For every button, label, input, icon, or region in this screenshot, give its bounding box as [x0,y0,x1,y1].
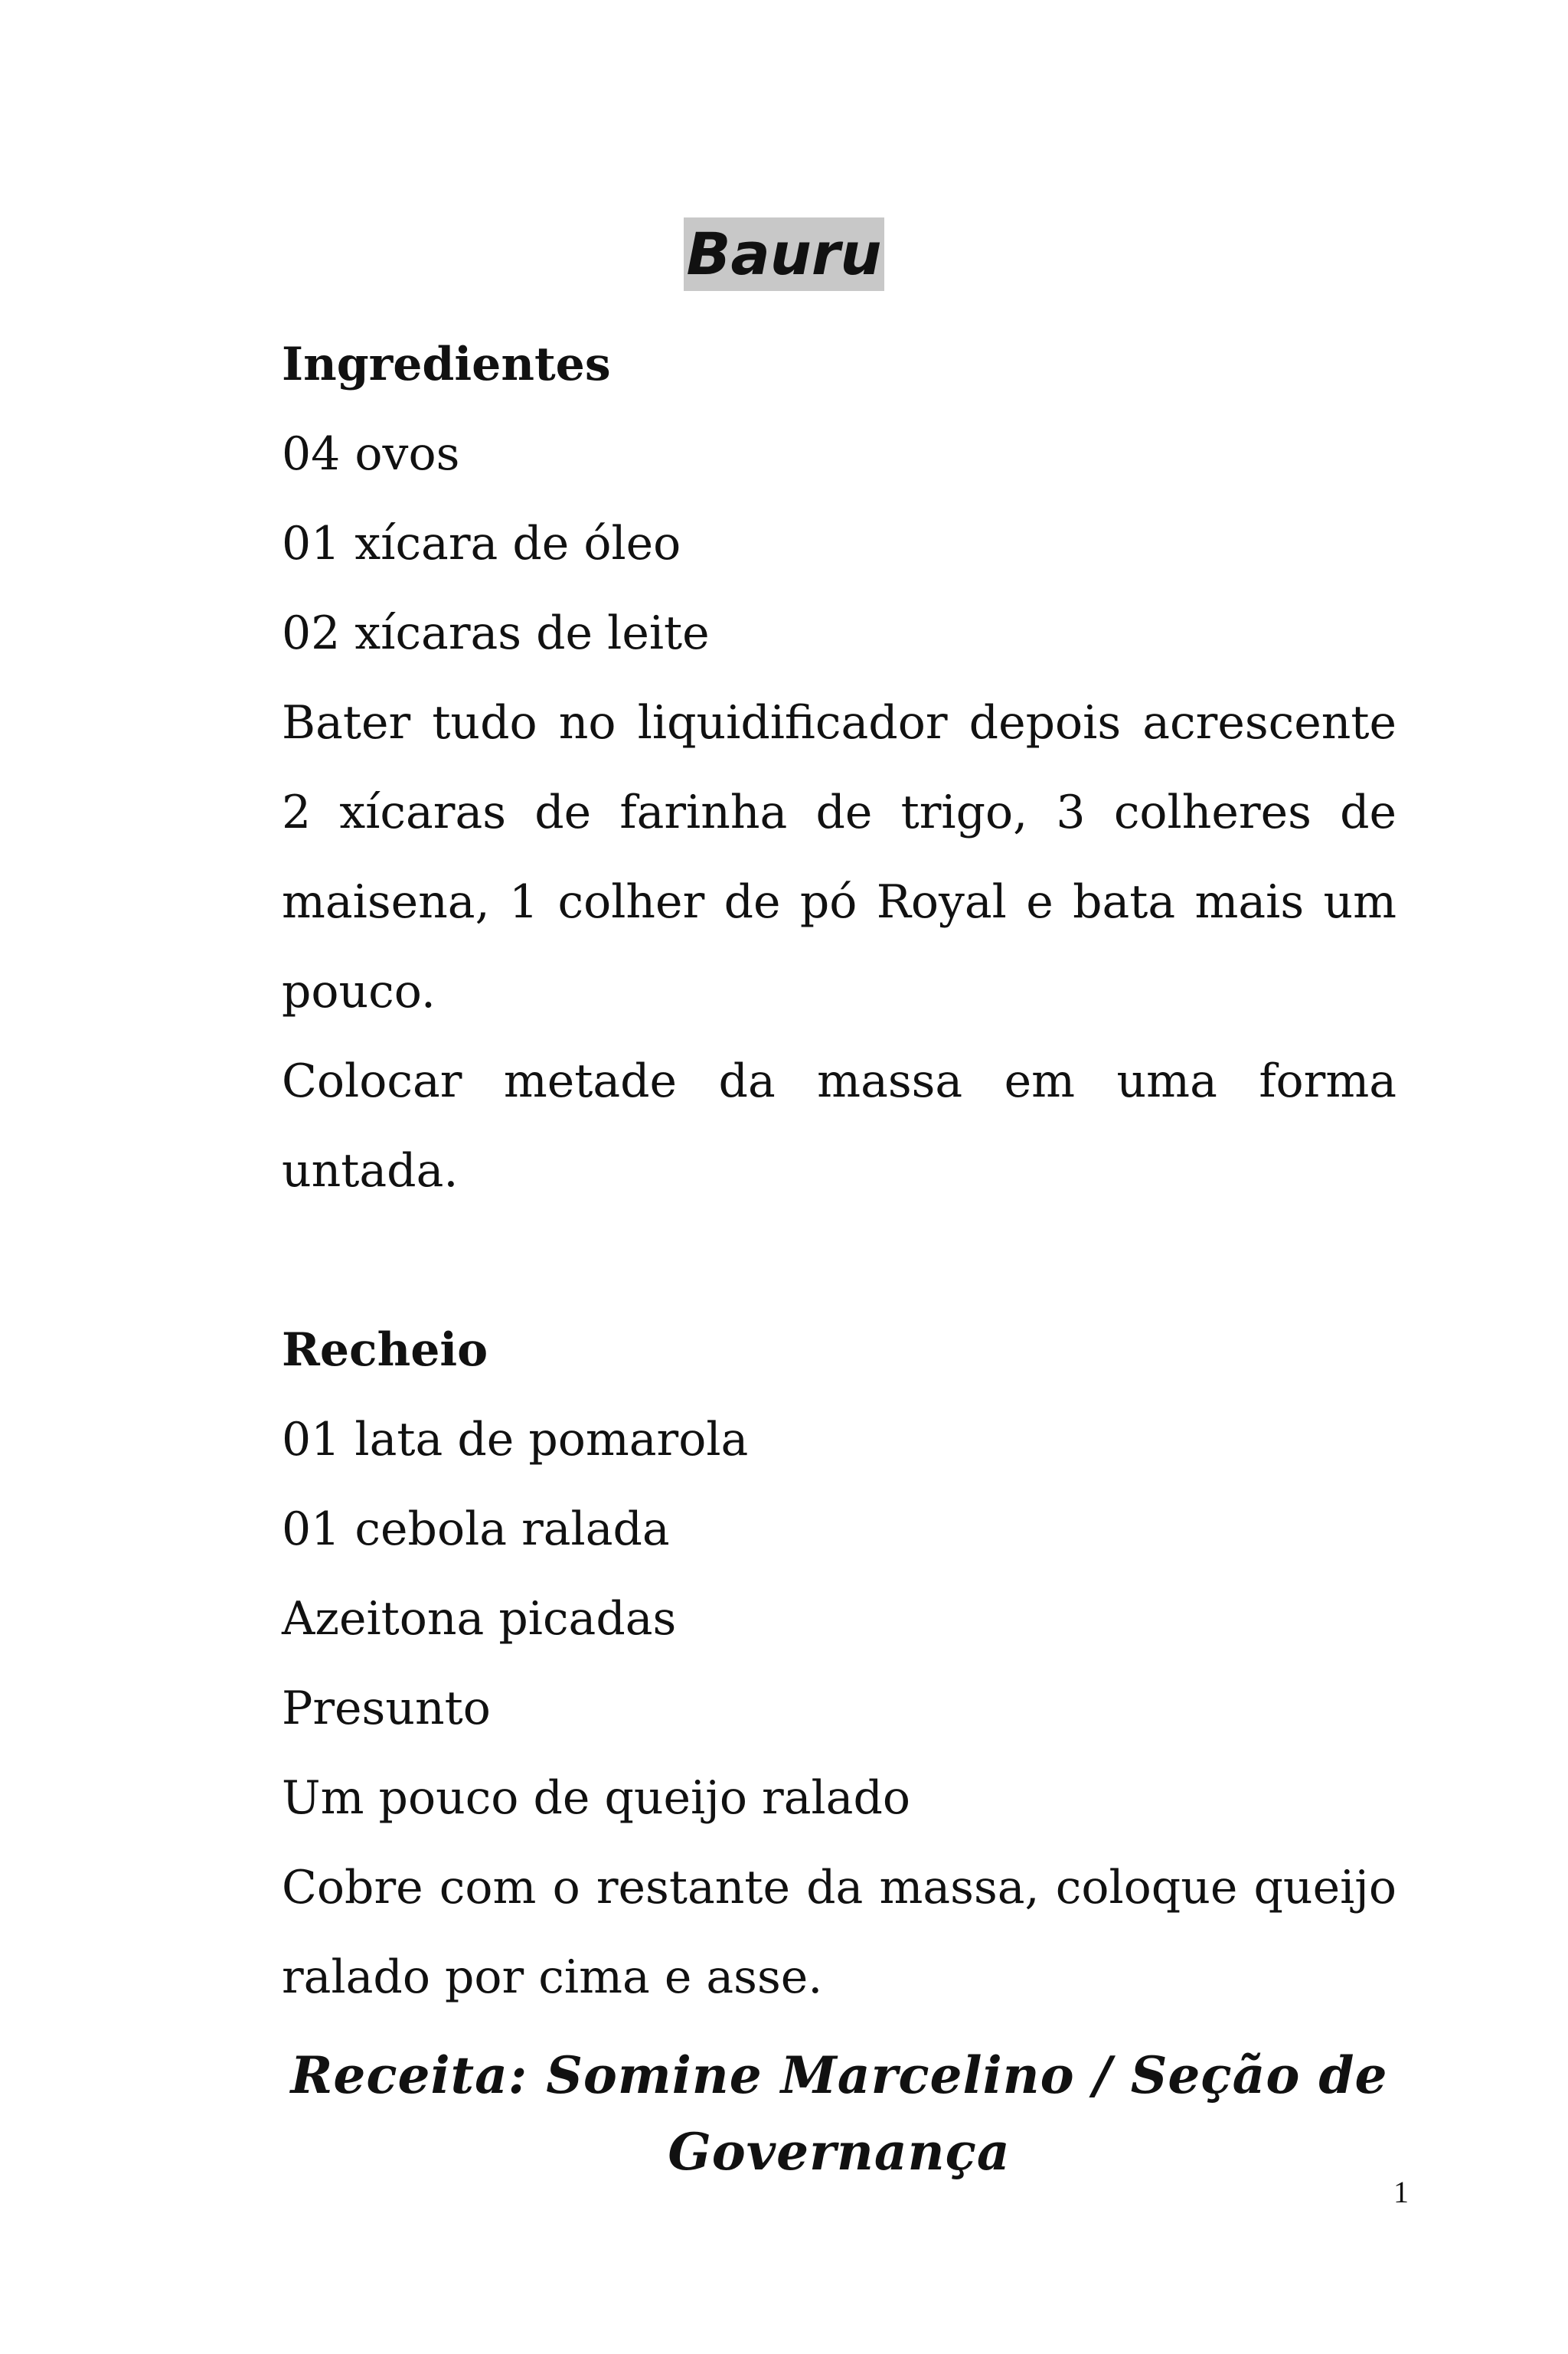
filling-item: Azeitona picadas [282,1592,677,1646]
filling-item: 01 cebola ralada [282,1502,670,1556]
recipe-content [282,320,1396,2022]
signature-container [282,2037,1396,2190]
recipe-title: Bauru [684,217,885,291]
ingredients-heading: Ingredientes [282,338,611,391]
ingredient-item: 04 ovos [282,427,460,481]
filling-instruction: Cobre com o restante da massa, coloque queijo ralado por cima e asse. [282,1861,1396,2004]
ingredient-item: 02 xícaras de leite [282,606,710,660]
filling-item: Um pouco de queijo ralado [282,1771,910,1825]
filling-item: Presunto [282,1682,491,1735]
section-spacer [282,1216,1396,1306]
title-container [0,217,1568,291]
filling-item: 01 lata de pomarola [282,1413,749,1466]
ingredients-instruction: Colocar metade da massa em uma forma untada. [282,1054,1396,1198]
ingredients-instruction: Bater tudo no liquidificador depois acrescente 2 xícaras de farinha de trigo, 3 colheres de maisena, 1 colher de pó Royal e bata mais um pouco. [282,696,1396,1018]
page-number: 1 [1393,2175,1409,2209]
ingredient-item: 01 xícara de óleo [282,517,681,571]
recipe-signature: Receita: Somine Marcelino / Seção de Governança [290,2045,1388,2182]
filling-heading: Recheio [282,1323,488,1377]
